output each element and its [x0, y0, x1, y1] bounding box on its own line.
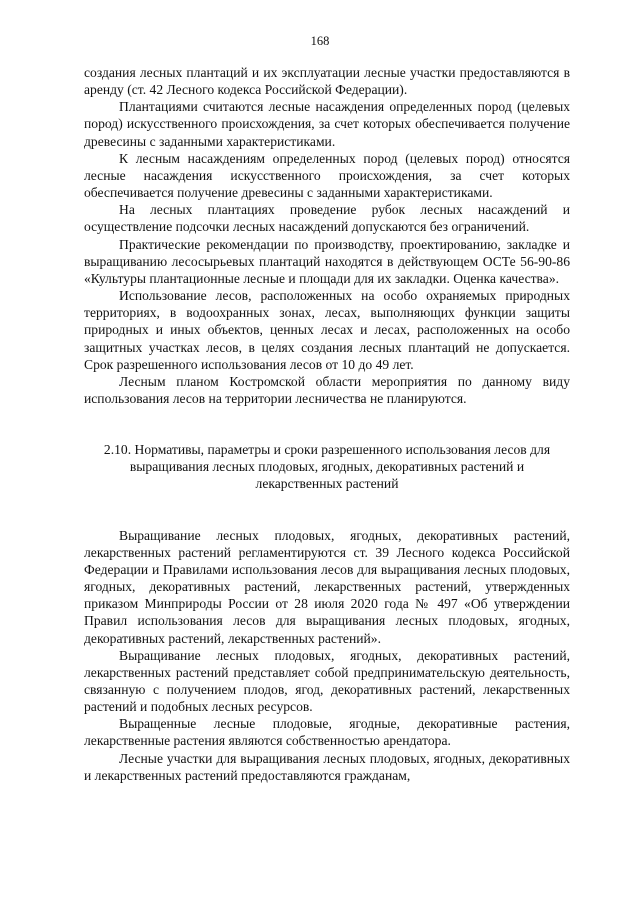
body-text — [84, 64, 570, 784]
page-number: 168 — [310, 34, 330, 48]
paragraph: Практические рекомендации по производству, проектированию, закладке и выращиванию лесосырьевых плантаций находятся в действующем ОСТе 56-90-86 «Культуры плантационные лесные и площади для их закладки. Оценка качества». — [84, 236, 570, 286]
paragraph: Лесным планом Костромской области мероприятия по данному виду использования лесов на территории лесничества не планируются. — [84, 373, 570, 406]
paragraph: Выращивание лесных плодовых, ягодных, декоративных растений, лекарственных растений регламентируются ст. 39 Лесного кодекса Российской Федерации и Правилами использования лесов для выращивания лесных плодовых, ягодных, декоративных растений, лекарственных растений, утвержденных приказом Минприроды России от 28 июля 2020 года № 497 «Об утверждении Правил использования лесов для выращивания лесных плодовых, ягодных, декоративных растений, лекарственных растений». — [84, 527, 570, 646]
paragraph: создания лесных плантаций и их эксплуатации лесные участки предоставляются в аренду (ст. 42 Лесного кодекса Российской Федерации). — [84, 65, 570, 98]
paragraph: К лесным насаждениям определенных пород (целевых пород) относятся лесные насаждения искусственного происхождения, за счет которых обеспечивается получение древесины с заданными характеристиками. — [84, 150, 570, 201]
paragraph: Использование лесов, расположенных на особо охраняемых природных территориях, в водоохранных зонах, лесах, выполняющих функции защиты природных и иных объектов, ценных лесах и лесах, расположенных на особо защитных участках лесов, в целях создания лесных плантаций не допускается. Срок разрешенного использования лесов от 10 до 49 лет. — [84, 288, 570, 372]
section-heading: 2.10. Нормативы, параметры и сроки разрешенного использования лесов для выращивания лесных плодовых, ягодных, декоративных растений и лекарственных растений — [103, 442, 551, 492]
paragraph: Плантациями считаются лесные насаждения определенных пород (целевых пород) искусственного происхождения, за счет которых обеспечивается получение древесины с заданными характеристиками. — [84, 99, 570, 149]
paragraph: Выращенные лесные плодовые, ягодные, декоративные растения, лекарственные растения являются собственностью арендатора. — [84, 716, 570, 749]
paragraph: Выращивание лесных плодовых, ягодных, декоративных растений, лекарственных растений представляет собой предпринимательскую деятельность, связанную с получением плодов, ягод, декоративных растений, лекарственных растений и подобных лесных ресурсов. — [84, 647, 570, 715]
paragraph: На лесных плантациях проведение рубок лесных насаждений и осуществление подсочки лесных насаждений допускаются без ограничений. — [84, 202, 570, 235]
paragraph: Лесные участки для выращивания лесных плодовых, ягодных, декоративных и лекарственных растений предоставляются гражданам, — [84, 750, 570, 783]
